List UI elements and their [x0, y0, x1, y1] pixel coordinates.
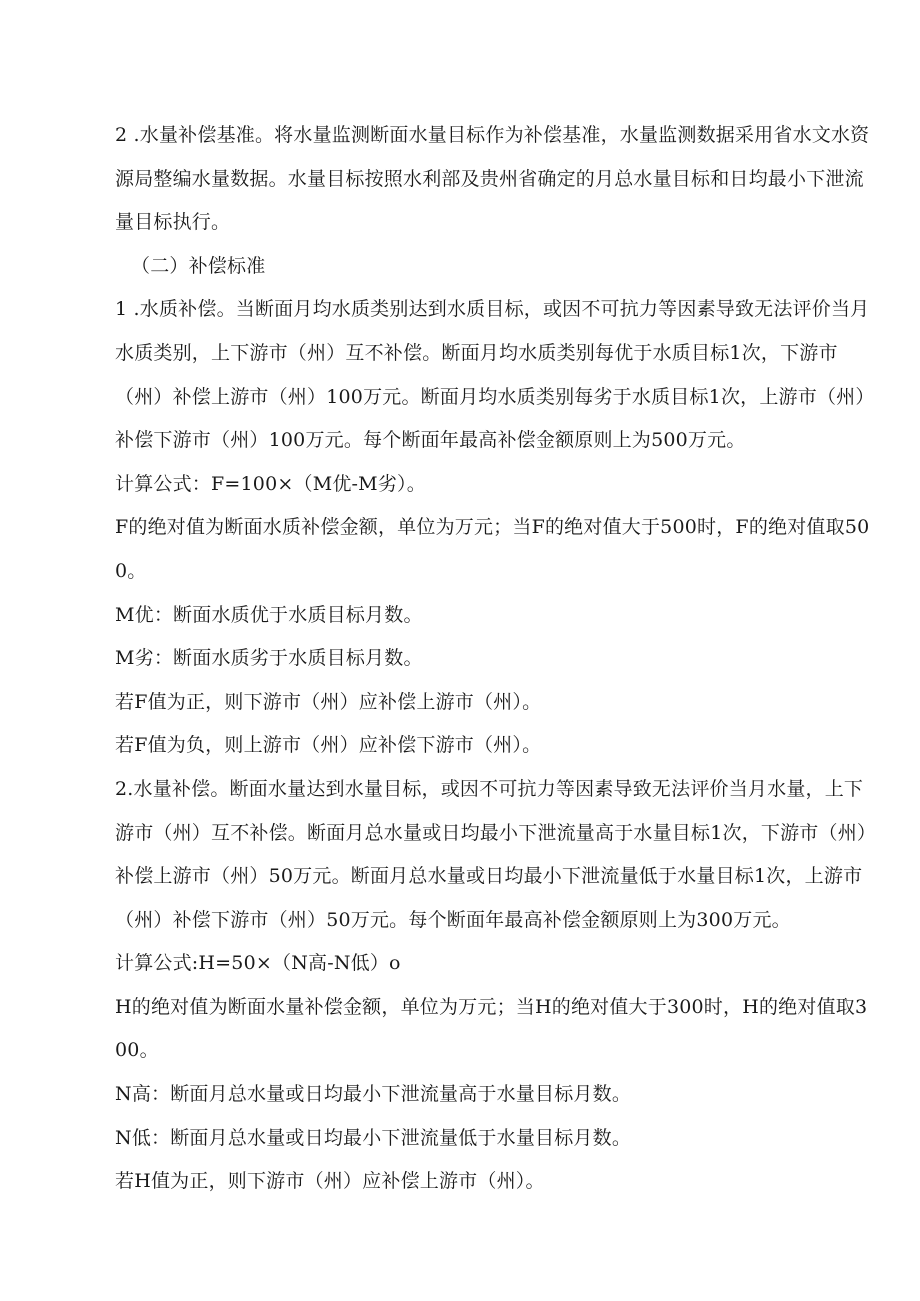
paragraph-f-definition: F的绝对值为断面水质补偿金额，单位为万元；当F的绝对值大于500时，F的绝对值取500。	[115, 516, 870, 582]
definition-n-high: N高：断面月总水量或日均最小下泄流量高于水量目标月数。	[115, 1083, 632, 1106]
paragraph-water-quality-compensation: 1 .水质补偿。当断面月均水质类别达到水质目标，或因不可抗力等因素导致无法评价当月水质类别，上下游市（州）互不补偿。断面月均水质类别每优于水质目标1次，下游市（州）补偿上游市（州）100万元。断面月均水质类别每劣于水质目标1次，上游市（州）补偿下游市（州）100万元。每个断面年最高补偿金额原则上为500万元。	[115, 298, 875, 452]
section-heading-compensation-standard: （二）补偿标准	[131, 254, 266, 277]
definition-m-good: M优：断面水质优于水质目标月数。	[115, 603, 423, 626]
paragraph-h-definition: H的绝对值为断面水量补偿金额，单位为万元；当H的绝对值大于300时，H的绝对值取300。	[115, 995, 868, 1062]
paragraph-water-quantity-compensation: 2.水量补偿。断面水量达到水量目标，或因不可抗力等因素导致无法评价当月水量，上下游市（州）互不补偿。断面月总水量或日均最小下泄流量高于水量目标1次，下游市（州）补偿上游市（州）50万元。断面月总水量或日均最小下泄流量低于水量目标1次，上游市（州）补偿下游市（州）50万元。每个断面年最高补偿金额原则上为300万元。	[115, 777, 867, 931]
rule-f-positive: 若F值为正，则下游市（州）应补偿上游市（州）。	[115, 690, 542, 713]
formula-water-quantity: 计算公式:H=50×（N高-N低）o	[115, 952, 401, 975]
formula-water-quality: 计算公式：F=100×（M优-M劣）。	[115, 472, 426, 495]
rule-f-negative: 若F值为负，则上游市（州）应补偿下游市（州）。	[115, 734, 542, 757]
definition-n-low: N低：断面月总水量或日均最小下泄流量低于水量目标月数。	[115, 1126, 632, 1149]
document-body	[115, 114, 875, 1204]
rule-h-positive: 若H值为正，则下游市（州）应补偿上游市（州）。	[115, 1170, 545, 1193]
definition-m-poor: M劣：断面水质劣于水质目标月数。	[115, 647, 423, 670]
paragraph-water-quantity-baseline: 2 .水量补偿基准。将水量监测断面水量目标作为补偿基准，水量监测数据采用省水文水资源局整编水量数据。水量目标按照水利部及贵州省确定的月总水量目标和日均最小下泄流量目标执行。	[115, 124, 870, 234]
